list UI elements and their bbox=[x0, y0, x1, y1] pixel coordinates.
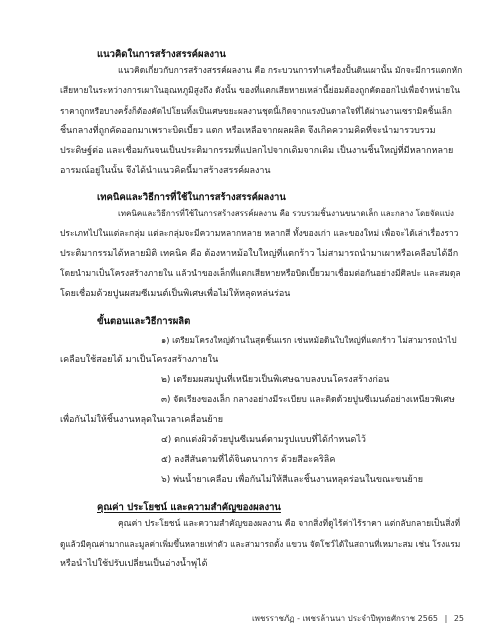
section-heading-concept: แนวคิดในการสร้างสรรค์ผลงาน bbox=[97, 49, 226, 60]
footer-publication: เพชรราชภัฏ - เพชรล้านนา ประจำปีพุทธศักราช 2565 bbox=[251, 614, 439, 623]
list-item: ๖) พ่นน้ำยาเคลือบ เพื่อกันไม่ให้สีและชิ้นงานหลุดร่อนในขณะขนย้าย bbox=[161, 475, 424, 485]
list-item: ๑) เตรียมโครงใหญ่ด้านในสุดชิ้นแรก เช่นหม้อดินใบใหญ่ที่แตกร้าว ไม่สามารถนำไป bbox=[161, 335, 457, 345]
section-heading-process: ขั้นตอนและวิธีการผลิต bbox=[97, 316, 191, 327]
section-heading-technique: เทคนิคและวิธีการที่ใช้ในการสร้างสรรค์ผลงาน bbox=[97, 192, 286, 203]
paragraph-line: เสียหายในระหว่างการเผาในอุณหภูมิสูงถึง ดังนั้น ของที่แตกเสียหายเหล่านี้ย่อมต้องถูกคัดออกไปเพื่อจำหน่ายใน bbox=[60, 86, 461, 96]
section-heading-value: คุณค่า ประโยชน์ และความสำคัญของผลงาน bbox=[97, 502, 281, 513]
paragraph-line: ประดิษฐ์ต่อ และเชื่อมกันจนเป็นประติมากรรมที่แปลกไปจากเดิมจากเดิม เป็นงานชิ้นใหญ่ที่มีหลากหลาย bbox=[60, 146, 454, 156]
page-footer bbox=[252, 612, 464, 625]
paragraph-line: หรือนำไปใช้ปรับเปลี่ยนเป็นอ่างน้ำพุได้ bbox=[60, 559, 208, 569]
list-item-continuation: เพื่อกันไม่ให้ชิ้นงานหลุดในเวลาเคลื่อนย้าย bbox=[60, 415, 223, 425]
paragraph-line: คุณค่า ประโยชน์ และความสำคัญของผลงาน คือ จากสิ่งที่ดูไร้ค่าไร้ราคา แต่กลับกลายเป็นสิ่งที่ bbox=[118, 519, 461, 529]
paragraph-line: โดยนำมาเป็นโครงสร้างภายใน แล้วนำของเล็กที่แตกเสียหายหรือบิดเบี้ยวมาเชื่อมต่อกันอย่างมีศิลปะ และสมดุล bbox=[60, 269, 461, 279]
paragraph-line: เทคนิคและวิธีการที่ใช้ในการสร้างสรรค์ผลงาน คือ รวบรวมชิ้นงานขนาดเล็ก และกลาง โดยจัดแบ่ง bbox=[118, 209, 454, 218]
list-item: ๔) ตกแต่งผิวด้วยปูนซีเมนต์ตามรูปแบบที่ได้กำหนดไว้ bbox=[161, 435, 366, 445]
paragraph-line: ประเภทไปในแต่ละกลุ่ม แต่ละกลุ่มจะมีความหลากหลาย หลากสี ทั้งของเก่า และของใหม่ เพื่อจะได้เล่าเรื่องราว bbox=[60, 229, 459, 239]
paragraph-line: ดูแล้วมีคุณค่ามากและมูลค่าเพิ่มขึ้นหลายเท่าตัว และสามารถตั้ง แขวน จัดโชว์ได้ในสถานที่เหมาะสม เช่น โรงแรม bbox=[60, 539, 461, 549]
list-item: ๒) เตรียมผสมปูนที่เหนียวเป็นพิเศษฉาบลงบนโครงสร้างก่อน bbox=[161, 375, 390, 385]
paragraph-line: ราคาถูกหรือบางครั้งก็ต้องคัดไปโยนทิ้งเป็นเศษขยะผลงานชุดนี้เกิดจากแรงบันดาลใจที่ได้ผ่านงานเซรามิคชิ้นเล็ก bbox=[60, 106, 452, 116]
paragraph-line: อารมณ์อยู่ในนั้น จึงได้นำแนวคิดนี้มาสร้างสรรค์ผลงาน bbox=[60, 166, 271, 176]
paragraph-line: ประติมากรรมได้หลายมิติ เทคนิค คือ ต้องหาหม้อใบใหญ่ที่แตกร้าว ไม่สามารถนำมาเผาหรือเคลือบได้อีก bbox=[60, 249, 459, 259]
page-number: 25 bbox=[453, 614, 464, 623]
list-item: ๓) จัดเรียงของเล็ก กลางอย่างมีระเบียบ และติดด้วยปูนซีเมนต์อย่างเหนียวพิเศษ bbox=[161, 395, 455, 405]
paragraph-line: แนวคิดเกี่ยวกับการสร้างสรรค์ผลงาน คือ กระบวนการทำเครื่องปั้นดินเผานั้น มักจะมีการแตกหัก bbox=[118, 66, 463, 76]
paragraph-line: โดยเชื่อมด้วยปูนผสมซีเมนต์เป็นพิเศษเพื่อไม่ให้หลุดหล่นร่อน bbox=[60, 289, 291, 299]
list-item: ๕) ลงสีสันตามที่ได้จินตนาการ ด้วยสีอะคริลิค bbox=[161, 455, 336, 465]
list-item-continuation: เคลือบใช้สอยได้ มาเป็นโครงสร้างภายใน bbox=[60, 355, 219, 365]
footer-separator: | bbox=[444, 614, 448, 623]
paragraph-line: ชิ้นกลางที่ถูกคัดออกมาเพราะบิดเบี้ยว แตก หรือเหลือจากผลผลิต จึงเกิดความคิดที่จะนำมารวบรวม bbox=[60, 126, 436, 136]
